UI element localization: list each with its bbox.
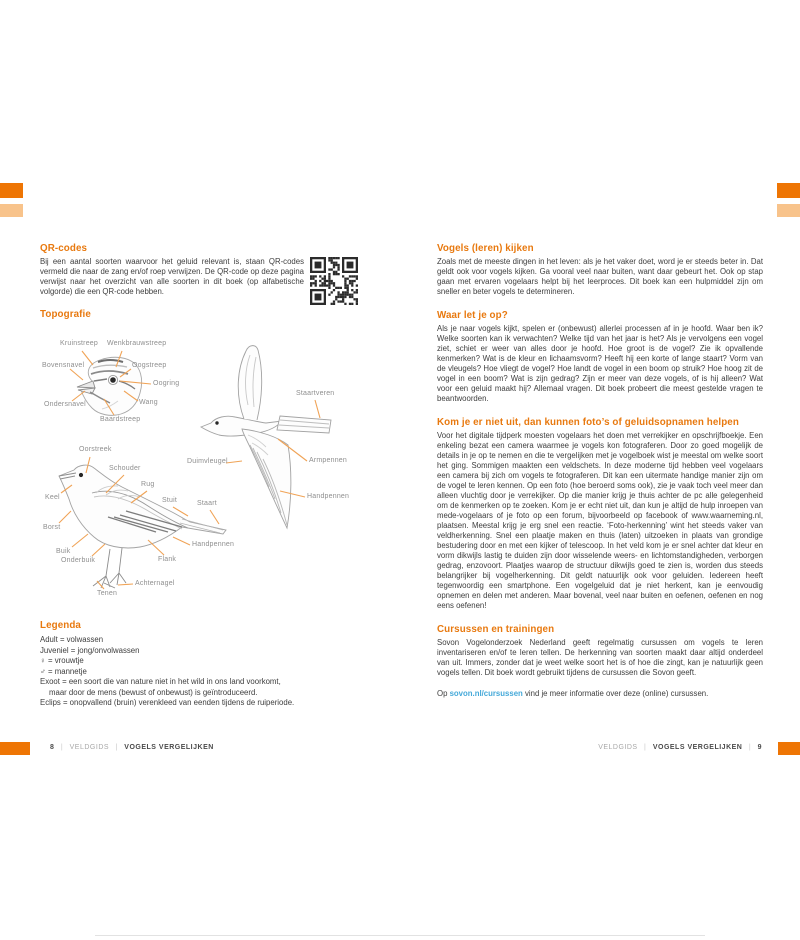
footer-separator: | <box>748 744 752 751</box>
label-staart: Staart <box>197 500 217 507</box>
label-keel: Keel <box>45 494 60 501</box>
legenda-heading: Legenda <box>40 620 81 631</box>
label-stuit: Stuit <box>162 497 178 504</box>
right-page-column <box>437 243 763 712</box>
label-baardstreep: Baardstreep <box>100 416 141 423</box>
label-kruinstreep: Kruinstreep <box>60 340 98 347</box>
section-body: Voor het digitale tijdperk moesten vogelaars het doen met verrekijker en opschrijfboekje. Een enkeling bezat een camera waarmee je vogels kon fotograferen. Door zo goed mogelijk de details in je op te nemen en die te vergelijken met je vogelboek wist je meestal om welke soort het ging. Sommigen maakten een veldschets. In deze moderne tijd hebben veel vogelaars een camera bij zich om vogels te fotograferen. Dit kan een uitermate handige manier zijn om de vogel te leren kennen. Op een foto (hoe beroerd soms ook), zie je vaak toch veel meer dan alleen vluchtig door je verrekijker. Op die manier krijg je thuis achter de pc alle gelegenheid om de kenmerken op te zoeken. Kom je er echt niet uit, dan kun je altijd de hulp inroepen van mede-vogelaars of je foto op een forum, bijvoorbeeld op facebook of www.waarneming.nl, plaatsen. Meestal krijg je erg snel een reactie. ‘Foto-herkenning’ wint het steeds vaker van veldherkenning. Snel een plaatje maken en thuis (laten) uitzoeken in plaats van grondige bestudering door en met een kijker of telescoop. In het veld kom je er snel achter dat kleur en vorm dikwijls lastig te duiden zijn door wisselende weers- en lichtomstandigheden, verborgen gedrag, enzovoort. Plaatjes waarop de structuur dikwijls goed te zien is, worden dus steeds belangrijker bij vogelherkenning. Dit geldt natuurlijk ook voor geluiden. Iedereen heeft tegenwoordig een smartphone. Een vogelgeluid dat je niet herkent, kan je eenvoudig opnemen en delen met anderen. Maar bovenal, veel naar buiten en oefenen, oefenen en nog eens oefenen! <box>437 431 763 610</box>
section-waar-let-je-op <box>437 310 763 404</box>
label-buik: Buik <box>56 548 71 555</box>
left-footer <box>50 744 214 751</box>
qr-section-heading: QR-codes <box>40 243 88 254</box>
qr-code <box>310 257 358 305</box>
label-handpennen-flight: Handpennen <box>307 493 350 500</box>
label-ondersnavel: Ondersnavel <box>44 401 86 408</box>
legenda-line: maar door de mens (bewust of onbewust) is geïntroduceerd. <box>49 687 258 697</box>
legenda-line: Exoot = een soort die van nature niet in het wild in ons land voorkomt, <box>40 677 281 686</box>
right-footer-block <box>778 742 800 755</box>
footer-chapter-title: VOGELS VERGELIJKEN <box>652 744 743 751</box>
right-page-number: 9 <box>757 744 762 751</box>
qr-section <box>40 243 362 305</box>
left-page-number: 8 <box>50 744 55 751</box>
flying-bird-sketch <box>201 346 331 528</box>
topografie-heading: Topografie <box>40 309 91 320</box>
label-wang: Wang <box>139 399 158 406</box>
legenda-line: ♀ = vrouwtje <box>40 656 84 665</box>
footer-separator: | <box>115 744 118 751</box>
cursussen-link-line <box>437 689 763 699</box>
section-body: Zoals met de meeste dingen in het leven: als je het vaker doet, word je er steeds beter in. Dat geldt ook voor vogels kijken. Ga vooral veel naar buiten, want daar gebeurt het. Ook op stap gaan met ervaren vogelaars helpt bij het leerproces. Dit boek kan een hulpmiddel zijn om sneller en beter vogels te determineren. <box>437 257 763 296</box>
link-suffix: vind je meer informatie over deze (online) cursussen. <box>522 689 709 698</box>
topografie-sketches <box>30 335 395 610</box>
label-rug: Rug <box>141 481 155 488</box>
legenda-line: ♂ = mannetje <box>40 666 87 676</box>
label-oogstreep: Oogstreep <box>132 362 167 369</box>
label-achternagel: Achternagel <box>135 580 175 587</box>
section-fotos-geluidsopnamen <box>437 417 763 611</box>
legenda-section <box>40 620 370 709</box>
label-flank: Flank <box>158 556 177 563</box>
section-cursussen-trainingen <box>437 624 763 699</box>
label-bovensnavel: Bovensnavel <box>42 362 85 369</box>
label-borst: Borst <box>43 524 61 531</box>
topografie-diagram <box>30 335 395 610</box>
right-edge-tab-light <box>777 204 800 217</box>
section-heading: Waar let je op? <box>437 310 508 321</box>
left-footer-block <box>0 742 30 755</box>
section-heading: Vogels (leren) kijken <box>437 243 534 254</box>
left-edge-tab-dark <box>0 183 23 198</box>
qr-section-body: Bij een aantal soorten waarvoor het geluid relevant is, staan QR-codes vermeld die naar de zang en/of roep verwijzen. De QR-code op deze pagina verwijst naar het overzicht van alle soorten in dit boek (op alfabetische volgorde) die een QR-code hebben. <box>40 257 304 296</box>
footer-book-title: VELDGIDS <box>69 744 110 751</box>
label-oogring: Oogring <box>153 380 180 387</box>
section-heading: Cursussen en trainingen <box>437 624 555 635</box>
section-vogels-leren-kijken <box>437 243 763 297</box>
label-tenen: Tenen <box>97 590 118 597</box>
footer-chapter-title: VOGELS VERGELIJKEN <box>124 744 214 751</box>
legenda-line: Juveniel = jong/onvolwassen <box>40 645 140 655</box>
label-onderbuik: Onderbuik <box>61 557 96 564</box>
left-edge-tab-light <box>0 204 23 217</box>
footer-separator: | <box>644 744 647 751</box>
sovon-cursussen-link[interactable]: sovon.nl/cursussen <box>449 689 523 698</box>
section-heading: Kom je er niet uit, dan kunnen foto’s of geluidsopnamen helpen <box>437 417 739 428</box>
label-armpennen: Armpennen <box>309 457 347 464</box>
label-wenkbrauwstreep: Wenkbrauwstreep <box>107 340 167 347</box>
label-duimvleugel: Duimvleugel <box>187 458 228 465</box>
right-footer <box>598 744 762 751</box>
footer-book-title: VELDGIDS <box>598 744 638 751</box>
label-schouder: Schouder <box>109 465 141 472</box>
legenda-line: Adult = volwassen <box>40 635 104 644</box>
page-bottom-edge <box>95 935 705 936</box>
section-body: Sovon Vogelonderzoek Nederland geeft regelmatig cursussen om vogels te leren inventariseren en/of te leren tellen. De herkenning van soorten maakt daar altijd onderdeel van uit. Immers, zonder dat je weet welke soort het is of hoe die zingt, kan je natuurlijk geen vogels tellen. Dit boek wordt gebruikt tijdens de cursussen die Sovon geeft. <box>437 638 763 677</box>
label-oorstreek: Oorstreek <box>79 446 112 453</box>
right-edge-tab-dark <box>777 183 800 198</box>
legenda-line: Eclips = onopvallend (bruin) verenkleed van eenden tijdens de ruiperiode. <box>40 698 295 707</box>
footer-separator: | <box>60 744 64 751</box>
section-body: Als je naar vogels kijkt, spelen er (onbewust) allerlei processen af in je hoofd. Waar ben ik? Welke soorten kan ik verwachten? Welke tijd van het jaar is het? Als je vervolgens een vogel ziet, schiet er weer van alles door je hoofd. Hoe groot is de vogel? Zie ik opvallende kenmerken? Wat is de kleur en lichaamsvorm? Heeft hij een korte of lange staart? Vorm van de vleugels? Hoe vliegt de vogel? Hoe landt de vogel in een boom op struik? Hoe hoog zit de vogel in een boom? Wat is zijn gedrag? Zijn er meer van deze vogels, of is hij alleen? Wat voor een geluid maakt hij? Allemaal vragen. Dit boek probeert die meest gestelde vragen te beantwoorden. <box>437 324 763 403</box>
label-staartveren: Staartveren <box>296 390 335 397</box>
link-prefix: Op <box>437 689 450 698</box>
label-handpennen: Handpennen <box>192 541 235 548</box>
